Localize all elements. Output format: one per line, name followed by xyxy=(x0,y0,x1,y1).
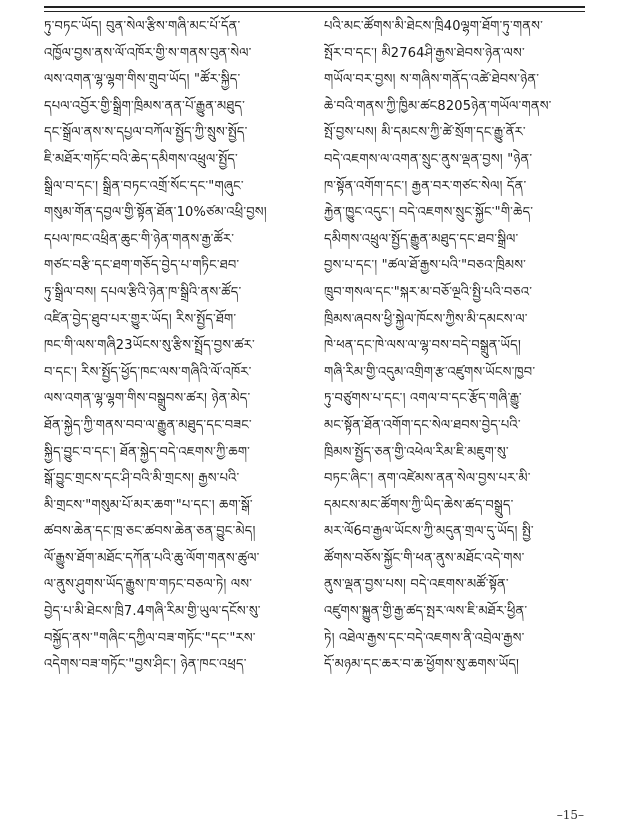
header-rule-thick xyxy=(44,6,585,8)
text-line: བྱས་པ་དང་། "ཚལ་ཐོ་རྒྱས་པའི་"བཅའ་ཁྲིམས་ xyxy=(324,258,527,274)
text-line: ལོ་རྒྱུས་ཐོག་མཐོང་དཀོན་པའི་ཆུ་ལོག་གནས་ཚུལ་ xyxy=(44,550,260,566)
text-line: འཛུགས་སྐྱུན་གྱི་རྒྱ་ཚད་སྤར་ལས་ཇི་མཐོར་ཕྱིན་ xyxy=(324,604,528,620)
text-line: ཁྲིམས་ཞབས་ཕྱི་སྐྱེལ་ཁོངས་ཀྱིས་མི་དམངས་ལ་ xyxy=(324,311,528,327)
text-line: ཏེ། འཐེལ་རྒྱས་དང་བདེ་འཇགས་ནི་འབྲེལ་རྒྱས་ xyxy=(324,630,525,646)
right-column xyxy=(324,14,585,679)
text-line: གསུམ་གོན་དབྱལ་གྱི་སྟོན་ཐོན་10%ཙམ་འཕྲི་བྱས། xyxy=(44,205,267,221)
text-line: སྤོར་བ་དང་། མི2764ཤི་རྒྱས་ཐེབས་ཉེན་ལས་ xyxy=(324,45,525,61)
text-line: ཏུ་སྒྲིལ་བས། དཔལ་རྩིའི་ཉེན་ཁ་སྒྲིའི་ནས་ཚོད་ xyxy=(44,284,242,300)
text-line: ཏུ་བཙུགས་པ་དང་། འགལ་བ་དང་རྩོད་གཞི་རྒྱུ་ xyxy=(324,391,522,407)
text-line: མི་གྲངས་"གསུམ་པོ་མར་ཆག་"པ་དང་། ཆག་སྒོ་ xyxy=(44,497,253,513)
text-line: དོ་མཉམ་དང་ཆར་བ་ཆ་ཕྱོགས་སུ་ཆགས་ཡོད། xyxy=(324,657,520,673)
text-columns xyxy=(44,14,585,784)
text-line: ཚོགས་བཅོས་སྐྱོང་གི་ཕན་ནུས་མཐོང་འདེ་གས་ xyxy=(324,550,525,566)
text-line: ཁྲུབ་གསལ་དང་"སྐར་མ་བཅོ་ལྔའི་སྤྱི་པའི་བཅའ་ xyxy=(324,284,533,300)
text-line: དམིགས་འཕྲུལ་སྤྱོད་རྒྱུན་མཐུད་དང་ཐབ་སྒྲིལ་ xyxy=(324,231,519,247)
text-line: ཁྲིམས་སྤྱོད་ཅན་གྱི་འཕེལ་རིམ་ཇི་མཇུག་སུ་ xyxy=(324,444,509,460)
text-line: འཛིན་བྱེད་ཐུབ་པར་གྱུར་ཡོད། རིས་སྤྱོད་ཐོག་ xyxy=(44,311,237,327)
text-line: དཔལ་འབྱོར་གྱི་སྒྲིག་ཁྲིམས་ནན་པོ་རྒྱུན་མཐུད་ xyxy=(44,98,246,114)
text-line: ལས་འགན་ལྷ་ལྷག་གིས་བསྒྲུབས་ཚར། ཉེན་མེད་ xyxy=(44,391,251,407)
text-line: བ་དང་། རིས་སྤྱོད་ཕྱོད་ཁང་ལས་གཞིའི་ལོ་འཁོར་ xyxy=(44,364,252,380)
text-line: ཏུ་བཏང་ཡོད། བུན་སེལ་རྩིས་གཞི་མང་པོ་དོན་ xyxy=(44,19,241,34)
text-line: སྒྲིལ་བ་དང་། སྒྲིན་བཏང་འགྲོ་སོང་དང་"གཞུང་ xyxy=(44,178,244,194)
text-line: འཁྱོལ་བྱས་ནས་ལོ་འཁོར་གྱི་ས་གནས་བུན་སེལ་ xyxy=(44,45,252,61)
text-line: ཚབས་ཆེན་དང་ཁྲ་ཅང་ཚབས་ཆེན་ཅན་བྱུང་མེད། xyxy=(44,524,256,540)
text-line: ཇི་མཐོར་གཏོང་བའི་ཆེད་དམིགས་འཕྲུལ་སྤྱོད་ xyxy=(44,151,238,167)
left-column xyxy=(44,14,305,679)
text-line: ལས་འགན་ལྷ་ལྷག་གིས་གྲུབ་ཡོད། "ཚོར་སྐྱིད་ xyxy=(44,72,241,88)
text-line: གཙང་བརྩི་དང་ཐག་གཅོད་བྱེད་པ་གཏིང་ཐབ་ xyxy=(44,258,240,274)
text-line: མར་ལོ6བ་རྒྱལ་ཡོངས་ཀྱི་མདུན་གྲལ་དུ་ཡོད། སྤྱི་ xyxy=(324,524,534,540)
text-line: བདེ་འཇགས་ལ་འགན་སྲུང་ནུས་ལྡན་བྱས། "ཉེན་ xyxy=(324,151,533,167)
text-line: རྐྱེན་ཁྱུང་འདུང་། བདེ་འཇགས་སྲུང་སྐྱོང་"གི་ཆེད་ xyxy=(324,205,534,221)
text-line: སྐྱིད་བྱུང་བ་དང་། ཐོན་སྐྱེད་བདེ་འཇགས་ཀྱི་ཆག་ xyxy=(44,444,251,460)
text-line: པའི་མང་ཚོགས་མི་ཐེངས་ཁྲི40ལྷག་ཐོག་ཏུ་གནས་ xyxy=(324,19,544,34)
text-line: དམངས་མང་ཚོགས་ཀྱི་ཡིད་ཆེས་ཚད་བསྒྲུད་ xyxy=(324,497,514,513)
text-line: བསྐྱོད་ནས་"གཞིང་དཀྱིལ་བཟ་གཏོང་"དང་"རས་ xyxy=(44,630,256,646)
text-line: ཐོན་སྐྱེད་ཀྱི་གནས་བབ་ལ་རྒྱུན་མཐུད་དང་བཟང་ xyxy=(44,417,252,433)
text-line: ལ་ནུས་ཤུགས་ཡོད་རྒྱུས་ཁ་གཏང་བཅལ་ཏེ། ལས་ xyxy=(44,577,253,593)
text-line: ཆེ་བའི་གནས་ཀྱི་ཁྱིམ་ཚང8205ཉེན་གཡོལ་གནས་ xyxy=(324,98,552,114)
text-line: ཁང་གི་ལས་གཞི23ཡོངས་སུ་རྩིས་སྤྲོད་བྱས་ཚར་ xyxy=(44,338,255,354)
text-line: གཡོལ་བར་བྱས། ས་གཞིས་གནོད་འཚེ་ཐེབས་ཉེན་ xyxy=(324,72,540,88)
text-line: ཁེ་ཕན་དང་ཁེ་ལས་ལ་ལྷ་བས་བདེ་བསྒྲུན་ཡོད། xyxy=(324,338,521,354)
text-line: སྒོ་བྱུང་གྲངས་དང་ཤི་བའི་མི་གྲངས། རྒྱས་པའི་ xyxy=(44,471,240,487)
text-line: བཏང་ཞིང་། ནག་འཛེམས་ནན་སེལ་བྱས་པར་མི་ xyxy=(324,471,531,487)
text-line: འདེགས་བཟ་གཏོང་"བྱས་ཤིང་། ཉེན་ཁང་འཕྲད་ xyxy=(44,657,247,673)
text-line: ནུས་ལྡན་བྱས་པས། བདེ་འཇགས་མཚོ་སྟོན་ xyxy=(324,577,509,593)
text-line: མང་སྟོན་ཐོན་འགོག་དང་སེལ་ཐབས་བྱེད་པའི་ xyxy=(324,417,521,433)
text-line: དང་སྒྲོལ་ནས་ས་དཔྱལ་བཀོལ་སྤྱོད་ཀྱི་སྲུས་སྤྱོད་ xyxy=(44,125,248,141)
header-rule-thin xyxy=(44,11,585,12)
text-line: བྱེད་པ་མི་ཐེངས་ཁྲི7.4གཞི་རིམ་གྱི་ཡུལ་དངོས་སུ་ xyxy=(44,604,261,620)
page-number: –15– xyxy=(556,808,584,822)
text-line: དཔལ་ཁང་འཕྲིན་ཆུང་གི་ཉེན་གནས་རྒྱ་ཚོར་ xyxy=(44,231,235,247)
text-line: ཁ་སྟོན་འགོག་དང་། རྒྱན་བར་གཙང་སེལ། དོན་ xyxy=(324,178,527,194)
text-line: གཞི་རིམ་གྱི་འདུམ་འགྲིག་རྩ་འཛུགས་ཡོངས་ཁྱབ་ xyxy=(324,364,536,380)
text-line: སྤོ་བྱས་པས། མི་དམངས་ཀྱི་ཚེ་སྲོག་དང་རྒྱུ་ནོར་ xyxy=(324,125,526,141)
